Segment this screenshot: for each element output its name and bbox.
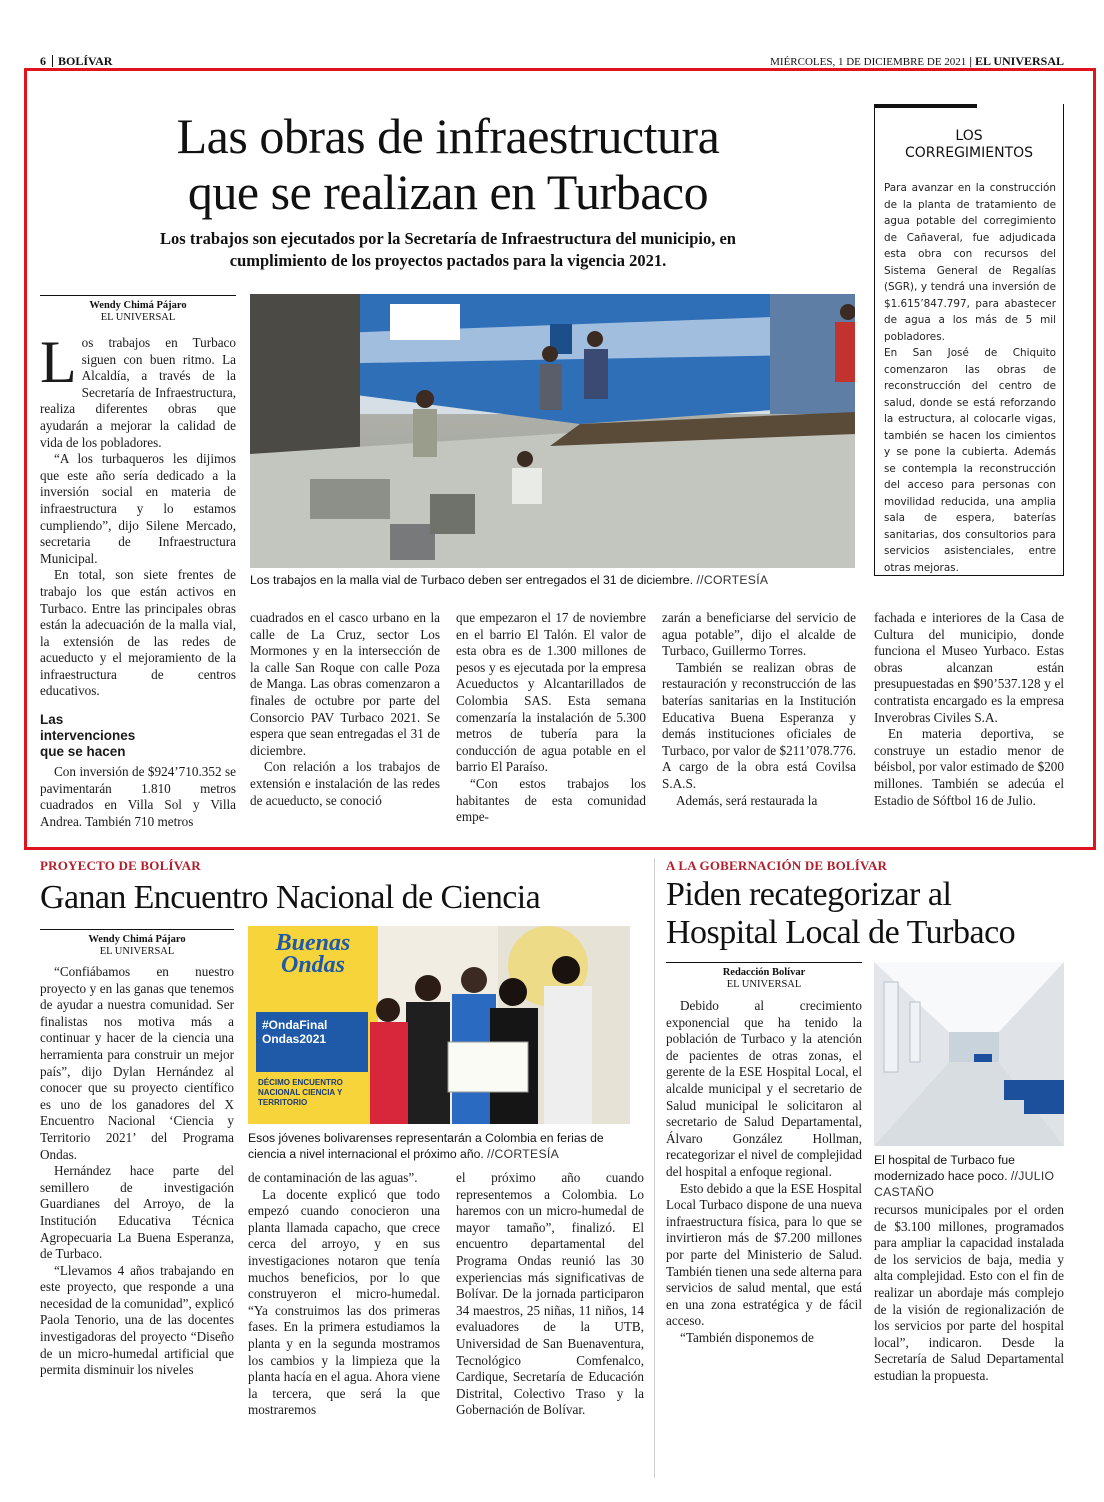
sidebar-title-line2: CORREGIMIENTOS — [904, 145, 1034, 161]
story3-author: Redacción Bolívar — [722, 967, 806, 978]
main-paragraph-3: En total, son siete frentes de trabajo los que están activos en Turbaco. Entre las principales obras están la adecuación de la malla vial, la extensión de las redes de acueducto y el mejoramiento de la infraestructura de centros educativos. — [40, 567, 236, 699]
story2-kicker: PROYECTO DE BOLÍVAR — [40, 858, 201, 873]
main-photo-caption — [250, 572, 855, 588]
story2-caption-credit: //CORTESÍA — [487, 1147, 560, 1161]
banner-hashtag — [262, 1018, 366, 1046]
main-paragraph-2: “A los turbaqueros les dijimos que este año sería dedicado a la inversión social en materia de infraestructura y lo estamos cumpliendo”, dijo Silene Mercado, secretaria de Infraestructura Municipal. — [40, 451, 236, 566]
story3-photo-caption — [874, 1152, 1064, 1200]
banner-title — [258, 932, 368, 976]
story3-kicker: A LA GOBERNACIÓN DE BOLÍVAR — [666, 858, 888, 873]
story2-byline — [40, 934, 234, 958]
drop-cap: L — [40, 329, 77, 395]
main-column-1 — [40, 329, 236, 830]
sidebar-paragraph-1: Para avanzar en la construcción de la planta de tratamiento de agua potable del corregimiento de Cañaveral, fue adjudicada esta obra con recursos del Sistema General de Regalías (SGR), y tendrá una inversión de $1.615’847.797, para abastecer de agua a los más de 5 mil pobladores. — [884, 182, 1056, 343]
story3-paragraph-3: “También disponemos de — [680, 1329, 814, 1345]
main-headline-line2: que se realizan en Turbaco — [187, 164, 709, 220]
main-col3-paragraph-2: “Con estos trabajos los habitantes de esta comunidad empe- — [456, 775, 646, 825]
header-divider-right: | — [969, 54, 975, 68]
story3-caption-credit: //JULIO CASTAÑO — [874, 1169, 1055, 1199]
story3-paragraph-2: Esto debido a que la ESE Hospital Local Turbaco dispone de una nueva infraestructura física, para lo que se invirtieron más de $7.200 millones por parte del Ministerio de Salud. También tienen una sede alterna para servicios de salud mental, que está en una zona estratégica y de fácil acceso. — [666, 1180, 862, 1329]
story3-headline-line2: Hospital Local de Turbaco — [666, 914, 1016, 951]
hospital-corridor-illustration — [874, 962, 1064, 1146]
story3-headline — [666, 876, 1086, 952]
banner-hashtag-line2: Ondas2021 — [262, 1032, 327, 1046]
story3-column-1 — [666, 998, 862, 1346]
sidebar-body — [884, 180, 1056, 576]
story2-photo-caption — [248, 1130, 630, 1162]
story3-byline — [666, 967, 862, 991]
story2-column-2 — [248, 1170, 440, 1419]
sidebar-title-line1: LOS — [955, 128, 983, 144]
main-col4-paragraph-2: También se realizan obras de restauración y reconstrucción de las baterías sanitarias en la Institución Educativa Buena Esperanza y demás instituciones oficiales de Turbaco, por valor de $211’078.776. A cargo de la obra está Covilsa S.A.S. — [662, 659, 856, 791]
story2-paragraph-2: Hernández hace parte del semillero de investigación Guardianes del Arroyo, de la Institución Educativa Técnica Agropecuaria La Buena Esperanza, de Turbaco. — [40, 1163, 234, 1262]
main-col5-paragraph-2: En materia deportiva, se construye un estadio menor de béisbol, por valor estimado de $200 millones. También se adecúa el Estadio de Sóftbol 16 de Julio. — [874, 726, 1064, 808]
story3-outlet: EL UNIVERSAL — [726, 979, 802, 990]
banner-title-line2: Ondas — [280, 952, 346, 978]
main-paragraph-4: Con inversión de $924’710.352 se pavimentarán 1.810 metros cuadrados en Villa Sol y Villa Andrea. También 710 metros — [40, 764, 236, 829]
main-deck — [90, 228, 806, 272]
story2-col2-paragraph-1: de contaminación de las aguas”. — [248, 1170, 418, 1185]
story2-paragraph-1: “Confiábamos en nuestro proyecto y en las ganas que tenemos de ayudar a nuestra comunidad. Ser finalistas nos motiva más a continuar y hacer de la ciencia una herramienta para construir un mejor país”, dijo Dylan Hernández al conocer que su proyecto científico es uno de los ganadores del X Encuentro Nacional ‘Ciencia y Territorio 2021’ del Programa Ondas. — [40, 964, 234, 1162]
main-deck-line1: Los trabajos son ejecutados por la Secretaría de Infraestructura del municipio, en — [160, 229, 736, 248]
story2-byline-rule — [40, 929, 234, 930]
story3-headline-line1: Piden recategorizar al — [666, 876, 952, 913]
main-col4-paragraph-3: Además, será restaurada la — [676, 792, 818, 808]
main-col5-paragraph-1: fachada e interiores de la Casa de Cultura del municipio, donde funciona el Museo Yurbaco. Estas obras alcanzan están presupuestadas en $90’537.128 y el contratista encargado es la empresa Inverobras Civiles S.A. — [874, 610, 1064, 725]
main-col3-paragraph-1: que empezaron el 17 de noviembre en el barrio El Talón. El valor de esta obra es de 1.300 millones de pesos y es ejecutada por la empresa Acueductos y Alcantarillados de Colombia SAS. Esta semana comenzaría la instalación de 5.300 metros de tubería para la conducción de agua potable en el barrio El Paraíso. — [456, 610, 646, 775]
sidebar-paragraph-2: En San José de Chiquito comenzaron las obras de reconstrucción del centro de salud, donde se está reforzando la estructura, al colocarle vigas, también se hacen los cimientos y se pone la cubierta. Además se contempla la reconstrucción del acceso para personas con movilidad reducida, una amplia sala de espera, baterías sanitarias, dos consultorios para servicios asistenciales, entre otras mejoras. — [884, 347, 1056, 574]
story2-col3-paragraph-1: el próximo año cuando representemos a Colombia. Lo haremos con un micro-humedal de mayor tamaño”, finalizó. El encuentro departamental del Programa Ondas reunió las 30 experiencias más significativas de Bolívar. De la jornada participaron 34 maestros, 25 niñas, 11 niños, 14 evaluadores de la UTB, Universidad de San Buenaventura, Tecnológico Comfenalco, Cardique, Secretaría de Educación Distrital, Colectivo Traso y la Gobernación de Bolívar. — [456, 1170, 644, 1418]
main-column-4 — [662, 610, 856, 809]
main-outlet: EL UNIVERSAL — [100, 312, 176, 323]
section-name: BOLÍVAR — [58, 54, 113, 68]
banner-text: DÉCIMO ENCUENTRO NACIONAL CIENCIA Y TERRITORIO — [258, 1078, 343, 1107]
main-column-3 — [456, 610, 646, 826]
main-subhead: Las intervenciones que se hacen — [40, 712, 136, 760]
story2-column-1 — [40, 964, 234, 1379]
sidebar-title — [874, 128, 1064, 162]
byline-rule — [40, 295, 236, 296]
header-date-block — [770, 54, 1064, 69]
sidebar-top-rule — [977, 104, 1063, 108]
story2-column-3 — [456, 1170, 644, 1419]
header-divider — [52, 55, 53, 67]
main-caption-credit: //CORTESÍA — [696, 573, 769, 587]
main-headline-line1: Las obras de infraestructura — [176, 108, 720, 164]
construction-photo-illustration — [250, 294, 855, 568]
banner-hashtag-line1: #OndaFinal — [262, 1018, 328, 1032]
main-author: Wendy Chimá Pájaro — [89, 300, 187, 311]
story3-col2-paragraph-1: recursos municipales por el orden de $3.100 millones, programados para ampliar la capacidad instalada de los servicios de baja, media y alta complejidad. Esto con el fin de realizar un abordaje más complejo de la visión de regionalización de los servicios por parte del hospital local”, indicaron. Desde la Secretaría de Salud Departamental estudian la propuesta. — [874, 1202, 1064, 1383]
story2-paragraph-3: “Llevamos 4 años trabajando en este proyecto, que responde a una necesidad de la comunidad”, explicó Paola Tenorio, una de las docentes investigadoras del proyecto “Diseño de un micro-humedal artificial que permita disminuir los niveles — [40, 1262, 234, 1378]
main-byline — [40, 300, 236, 324]
page-number: 6 — [40, 54, 46, 68]
story2-outlet: EL UNIVERSAL — [99, 946, 175, 957]
story2-photo — [248, 926, 630, 1124]
main-headline — [60, 108, 836, 220]
main-col2-paragraph-2: Con relación a los trabajos de extensión e instalación de las redes de acueducto, se conoció — [250, 759, 440, 808]
story3-photo — [874, 962, 1064, 1146]
main-column-5 — [874, 610, 1064, 809]
banner-title-line1: Buenas — [275, 930, 351, 956]
main-col4-paragraph-1: zarán a beneficiarse del servicio de agua potable”, dijo el alcalde de Turbaco, Guillermo Torres. — [662, 610, 856, 659]
column-divider — [654, 858, 655, 1478]
story2-author: Wendy Chimá Pájaro — [88, 934, 186, 945]
story3-byline-rule — [666, 962, 862, 963]
main-paragraph-1: Los trabajos en Turbaco siguen con buen ritmo. La Alcaldía, a través de la Secretaría de Infraestructura, realiza diferentes obras que ayudarán a mejorar la calidad de vida de los pobladores. — [40, 329, 236, 450]
story2-caption-text: Esos jóvenes bolivarenses representarán a Colombia en ferias de ciencia a nivel internacional el próximo año. — [248, 1131, 604, 1161]
story3-paragraph-1: Debido al crecimiento exponencial que ha tenido la población de Turbaco y la atención de pacientes de otras zonas, el gerente de la ESE Hospital Local, el alcalde municipal y el secretario de Salud municipal le solicitaron al secretario de Salud Departamental, Álvaro González Hollman, recategorizar el nivel de complejidad del hospital a enfoque regional. — [666, 998, 862, 1179]
main-column-2 — [250, 610, 440, 809]
story3-column-2 — [874, 1202, 1064, 1385]
main-deck-line2: cumplimiento de los proyectos pactados para la vigencia 2021. — [229, 251, 667, 270]
main-col2-paragraph-1: cuadrados en el casco urbano en la calle de La Cruz, sector Los Mormones y en la intersección de la calle San Roque con calle Poza de Manga. Las obras comenzaron a finales de octubre por parte del Consorcio PAV Turbaco 2021. Se espera que sean entregadas el 31 de diciembre. — [250, 610, 440, 758]
story2-headline: Ganan Encuentro Nacional de Ciencia — [40, 879, 541, 916]
story2-col2-paragraph-2: La docente explicó que todo empezó cuando conocieron una planta llamada capacho, que crece cerca del arroyo, y en sus investigaciones notaron que tenía muchos beneficios, por lo que construyeron el micro-humedal. “Ya construimos las dos primeras fases. En la primera estudiamos la planta y en la segunda mostramos los cambios y la limpieza que la planta hacía en el agua. Ahora viene la tercera, que será la que mostraremos — [248, 1186, 440, 1418]
main-photo — [250, 294, 855, 568]
header-paper-name: EL UNIVERSAL — [974, 54, 1064, 68]
story3-caption-text: El hospital de Turbaco fue modernizado hace poco. — [874, 1153, 1015, 1183]
main-caption-text: Los trabajos en la malla vial de Turbaco deben ser entregados el 31 de diciembre. — [250, 573, 694, 587]
header-date: MIÉRCOLES, 1 DE DICIEMBRE DE 2021 — [770, 56, 967, 68]
